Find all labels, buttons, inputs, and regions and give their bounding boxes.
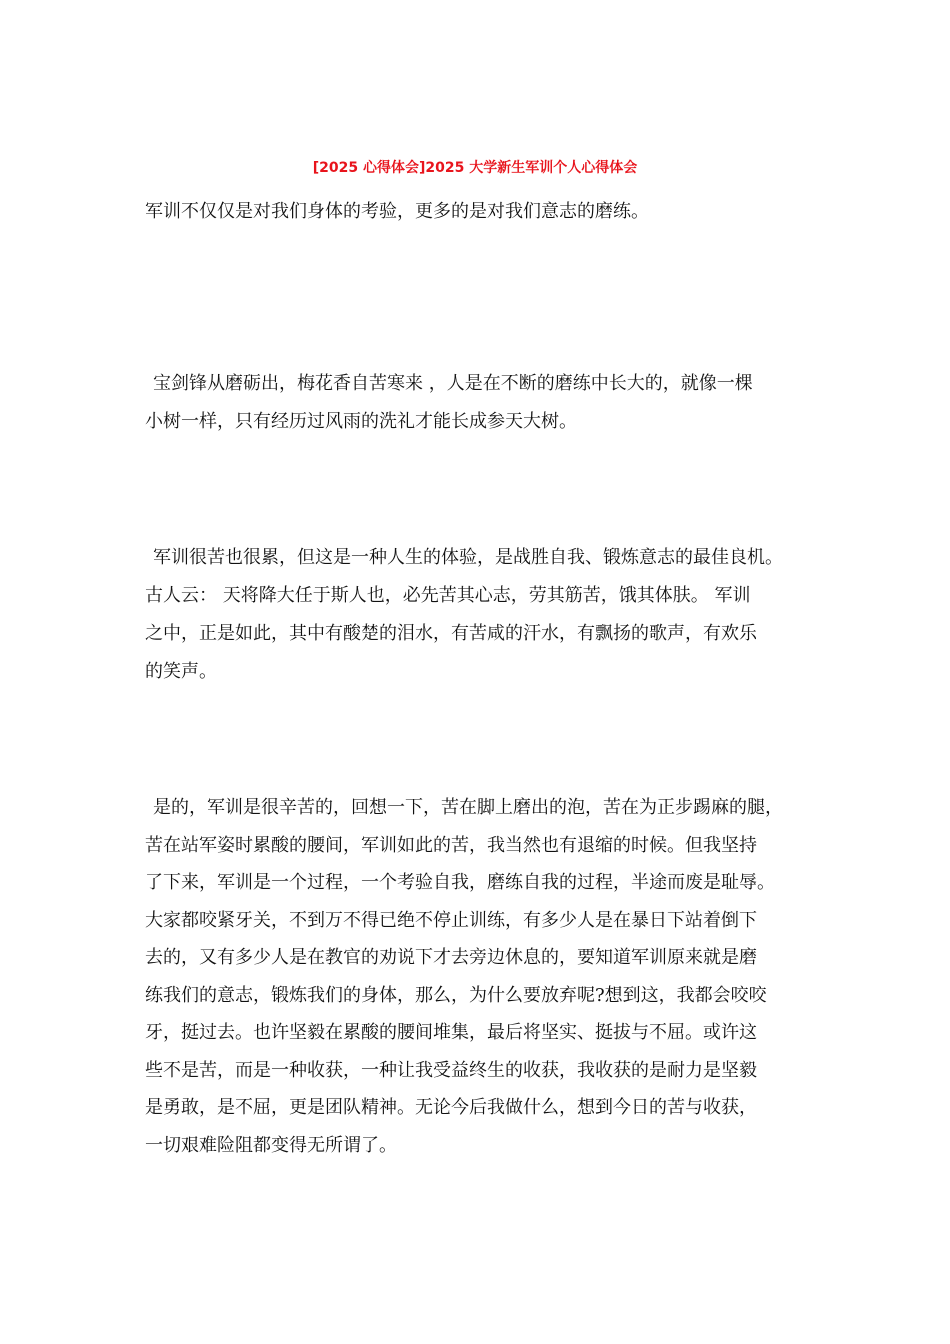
- paragraph-3-line-6: 练我们的意志，锻炼我们的身体，那么，为什么要放弃呢?想到这，我都会咬咬: [145, 985, 767, 1006]
- intro-line: 军训不仅仅是对我们身体的考验，更多的是对我们意志的磨练。: [145, 201, 649, 222]
- paragraph-3-line-2: 苦在站军姿时累酸的腰间，军训如此的苦，我当然也有退缩的时候。但我坚持: [145, 835, 757, 856]
- paragraph-2-line-3: 之中，正是如此，其中有酸楚的泪水，有苦咸的汗水，有飘扬的歌声，有欢乐: [145, 623, 757, 644]
- paragraph-3-line-3: 了下来，军训是一个过程，一个考验自我，磨练自我的过程，半途而废是耻辱。: [145, 872, 775, 893]
- paragraph-3-line-8: 些不是苦，而是一种收获，一种让我受益终生的收获，我收获的是耐力是坚毅: [145, 1060, 757, 1081]
- paragraph-2-line-2: 古人云： 天将降大任于斯人也，必先苦其心志，劳其筋苦，饿其体肤。 军训: [145, 585, 751, 606]
- paragraph-1-line-1: 宝剑锋从磨砺出，梅花香自苦寒来 ，人是在不断的磨练中长大的，就像一棵: [153, 373, 753, 394]
- paragraph-3-line-1: 是的，军训是很辛苦的，回想一下，苦在脚上磨出的泡，苦在为正步踢麻的腿，: [153, 797, 783, 818]
- paragraph-3-line-9: 是勇敢，是不屈，更是团队精神。无论今后我做什么，想到今日的苦与收获，: [145, 1097, 757, 1118]
- paragraph-2-line-4: 的笑声。: [145, 661, 217, 682]
- paragraph-3-line-5: 去的，又有多少人是在教官的劝说下才去旁边休息的，要知道军训原来就是磨: [145, 947, 757, 968]
- paragraph-3-line-7: 牙，挺过去。也许坚毅在累酸的腰间堆集，最后将坚实、挺拔与不屈。或许这: [145, 1022, 757, 1043]
- document-title: [2025 心得体会]2025 大学新生军训个人心得体会: [312, 160, 638, 176]
- paragraph-1-line-2: 小树一样，只有经历过风雨的洗礼才能长成参天大树。: [145, 411, 577, 432]
- paragraph-3-line-4: 大家都咬紧牙关，不到万不得已绝不停止训练，有多少人是在暴日下站着倒下: [145, 910, 757, 931]
- paragraph-3-line-10: 一切艰难险阻都变得无所谓了。: [145, 1135, 397, 1156]
- paragraph-2-line-1: 军训很苦也很累，但这是一种人生的体验，是战胜自我、锻炼意志的最佳良机。: [153, 547, 783, 568]
